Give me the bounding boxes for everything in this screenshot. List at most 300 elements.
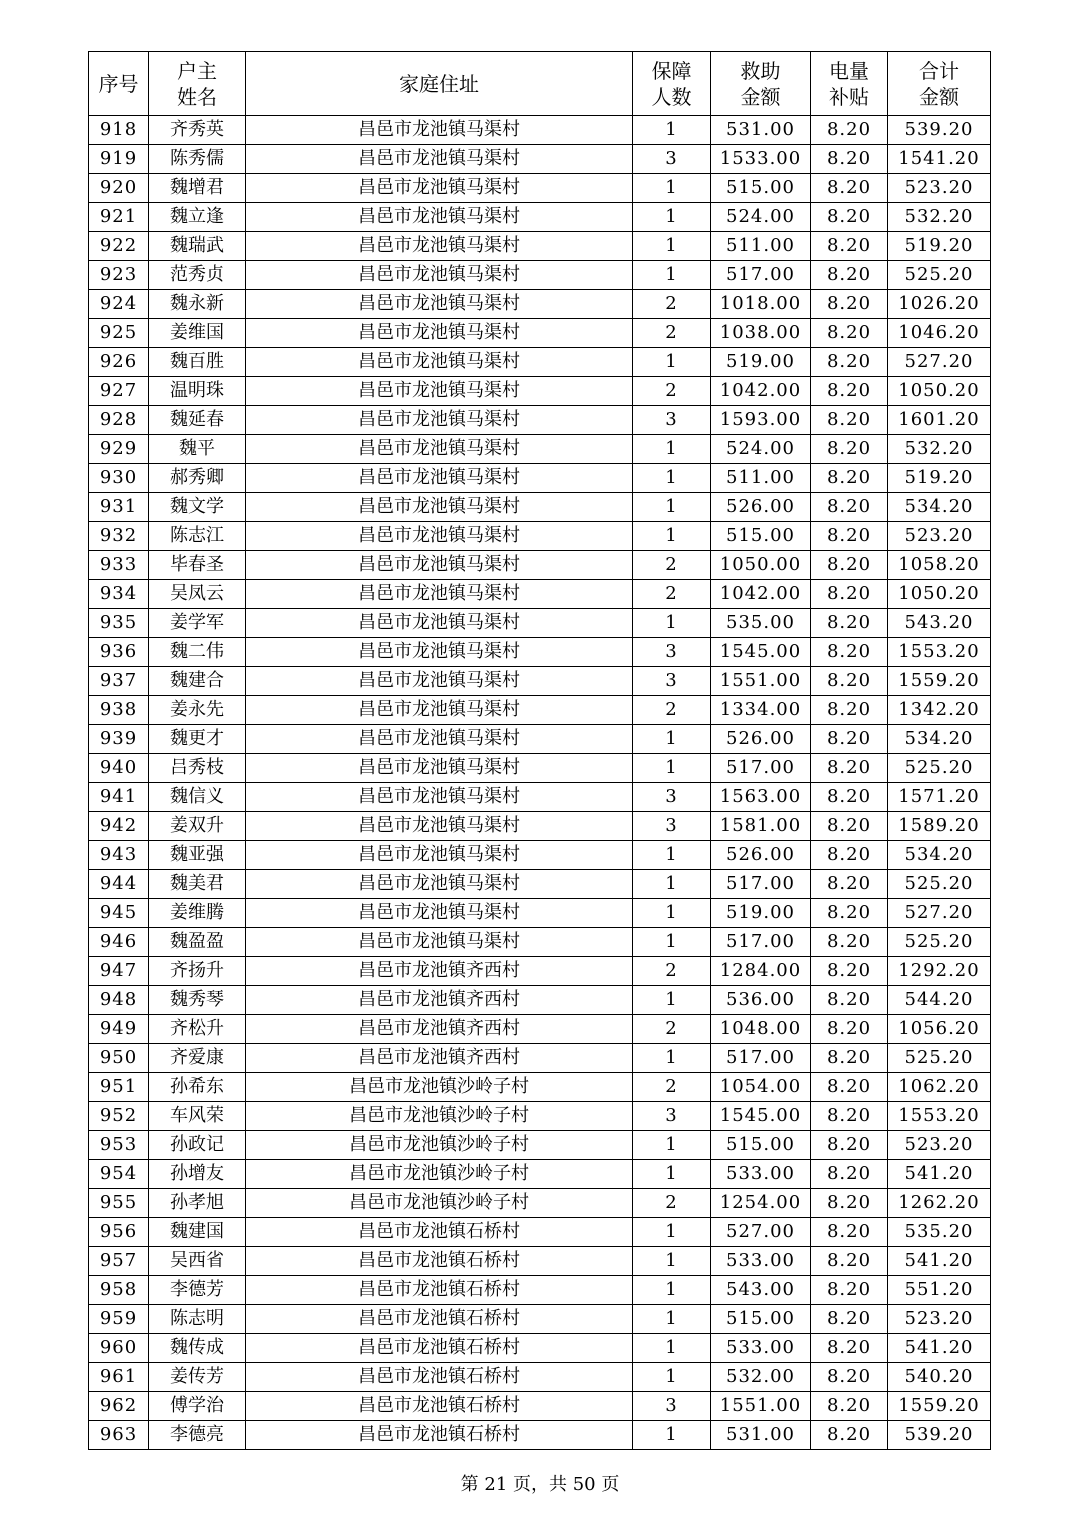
header-aid [711,52,811,116]
cell-address: 昌邑市龙池镇石桥村 [246,1421,633,1450]
cell-seq: 957 [89,1247,149,1276]
cell-aid: 1581.00 [711,812,811,841]
cell-total: 519.20 [888,232,991,261]
cell-seq: 931 [89,493,149,522]
cell-persons: 1 [633,754,711,783]
table-row [89,580,991,609]
cell-seq: 935 [89,609,149,638]
cell-persons: 3 [633,638,711,667]
cell-aid: 531.00 [711,116,811,145]
cell-electric: 8.20 [811,522,888,551]
cell-electric: 8.20 [811,928,888,957]
cell-aid: 1038.00 [711,319,811,348]
cell-electric: 8.20 [811,580,888,609]
cell-electric: 8.20 [811,232,888,261]
cell-name: 姜传芳 [149,1363,246,1392]
cell-electric: 8.20 [811,1218,888,1247]
cell-persons: 3 [633,1392,711,1421]
cell-seq: 925 [89,319,149,348]
table-row [89,261,991,290]
cell-electric: 8.20 [811,1247,888,1276]
cell-total: 1046.20 [888,319,991,348]
cell-address: 昌邑市龙池镇马渠村 [246,551,633,580]
cell-name: 姜维国 [149,319,246,348]
cell-electric: 8.20 [811,1102,888,1131]
cell-persons: 1 [633,1421,711,1450]
cell-electric: 8.20 [811,986,888,1015]
table-row [89,783,991,812]
cell-aid: 517.00 [711,261,811,290]
cell-electric: 8.20 [811,1334,888,1363]
cell-seq: 948 [89,986,149,1015]
cell-persons: 1 [633,116,711,145]
cell-total: 1026.20 [888,290,991,319]
cell-seq: 950 [89,1044,149,1073]
header-persons-line2: 人数 [651,84,692,109]
cell-total: 534.20 [888,493,991,522]
cell-persons: 1 [633,841,711,870]
table-row [89,1160,991,1189]
cell-aid: 517.00 [711,928,811,957]
cell-electric: 8.20 [811,609,888,638]
table-row [89,870,991,899]
cell-seq: 951 [89,1073,149,1102]
cell-seq: 924 [89,290,149,319]
cell-address: 昌邑市龙池镇马渠村 [246,203,633,232]
cell-seq: 930 [89,464,149,493]
table-header-row [89,52,991,116]
cell-electric: 8.20 [811,1305,888,1334]
cell-electric: 8.20 [811,1363,888,1392]
cell-persons: 1 [633,1363,711,1392]
cell-total: 523.20 [888,1305,991,1334]
cell-aid: 511.00 [711,464,811,493]
table-row [89,1189,991,1218]
cell-electric: 8.20 [811,203,888,232]
cell-name: 魏延春 [149,406,246,435]
cell-persons: 1 [633,609,711,638]
cell-address: 昌邑市龙池镇马渠村 [246,174,633,203]
cell-persons: 2 [633,1189,711,1218]
cell-seq: 936 [89,638,149,667]
table-row [89,1247,991,1276]
cell-total: 1050.20 [888,377,991,406]
cell-electric: 8.20 [811,870,888,899]
cell-name: 齐秀英 [149,116,246,145]
cell-seq: 941 [89,783,149,812]
cell-seq: 942 [89,812,149,841]
cell-aid: 1545.00 [711,638,811,667]
cell-aid: 527.00 [711,1218,811,1247]
table-row [89,812,991,841]
cell-address: 昌邑市龙池镇齐西村 [246,1015,633,1044]
cell-address: 昌邑市龙池镇马渠村 [246,928,633,957]
cell-persons: 3 [633,1102,711,1131]
cell-total: 1292.20 [888,957,991,986]
cell-electric: 8.20 [811,1044,888,1073]
cell-seq: 920 [89,174,149,203]
cell-name: 毕春圣 [149,551,246,580]
cell-address: 昌邑市龙池镇马渠村 [246,261,633,290]
cell-total: 532.20 [888,435,991,464]
cell-electric: 8.20 [811,638,888,667]
cell-name: 齐爱康 [149,1044,246,1073]
cell-name: 范秀贞 [149,261,246,290]
header-electric-line2: 补贴 [829,84,869,109]
cell-persons: 3 [633,667,711,696]
header-aid-line2: 金额 [740,84,781,109]
cell-name: 孙希东 [149,1073,246,1102]
cell-persons: 1 [633,435,711,464]
table-row [89,116,991,145]
cell-electric: 8.20 [811,319,888,348]
cell-aid: 535.00 [711,609,811,638]
cell-address: 昌邑市龙池镇沙岭子村 [246,1131,633,1160]
cell-total: 1559.20 [888,1392,991,1421]
cell-total: 523.20 [888,1131,991,1160]
cell-name: 魏百胜 [149,348,246,377]
cell-name: 魏盈盈 [149,928,246,957]
cell-aid: 533.00 [711,1247,811,1276]
cell-electric: 8.20 [811,696,888,725]
cell-aid: 536.00 [711,986,811,1015]
cell-persons: 1 [633,725,711,754]
cell-electric: 8.20 [811,551,888,580]
cell-address: 昌邑市龙池镇马渠村 [246,870,633,899]
cell-total: 539.20 [888,116,991,145]
header-aid-line1: 救助 [740,58,781,83]
cell-total: 1553.20 [888,638,991,667]
cell-name: 魏更才 [149,725,246,754]
cell-seq: 954 [89,1160,149,1189]
cell-address: 昌邑市龙池镇马渠村 [246,696,633,725]
cell-seq: 949 [89,1015,149,1044]
table-row [89,754,991,783]
cell-total: 1262.20 [888,1189,991,1218]
cell-persons: 1 [633,1305,711,1334]
header-name-line1: 户主 [177,58,217,83]
cell-aid: 511.00 [711,232,811,261]
cell-aid: 515.00 [711,174,811,203]
cell-total: 534.20 [888,725,991,754]
cell-electric: 8.20 [811,435,888,464]
cell-electric: 8.20 [811,1189,888,1218]
cell-name: 魏瑞武 [149,232,246,261]
table-row [89,667,991,696]
cell-seq: 958 [89,1276,149,1305]
cell-persons: 1 [633,1247,711,1276]
cell-aid: 1054.00 [711,1073,811,1102]
cell-persons: 1 [633,1334,711,1363]
cell-total: 1601.20 [888,406,991,435]
cell-total: 1541.20 [888,145,991,174]
cell-seq: 961 [89,1363,149,1392]
cell-electric: 8.20 [811,290,888,319]
cell-electric: 8.20 [811,783,888,812]
table-row [89,638,991,667]
cell-electric: 8.20 [811,841,888,870]
cell-seq: 921 [89,203,149,232]
cell-seq: 927 [89,377,149,406]
cell-aid: 1254.00 [711,1189,811,1218]
cell-address: 昌邑市龙池镇齐西村 [246,986,633,1015]
table-row [89,464,991,493]
table-row [89,435,991,464]
cell-address: 昌邑市龙池镇沙岭子村 [246,1102,633,1131]
cell-aid: 526.00 [711,493,811,522]
header-total-line1: 合计 [919,58,959,83]
cell-seq: 940 [89,754,149,783]
cell-total: 543.20 [888,609,991,638]
cell-total: 534.20 [888,841,991,870]
table-row [89,174,991,203]
cell-aid: 543.00 [711,1276,811,1305]
page-footer: 第 21 页，共 50 页 [460,1474,620,1495]
cell-address: 昌邑市龙池镇马渠村 [246,522,633,551]
cell-aid: 524.00 [711,203,811,232]
cell-electric: 8.20 [811,1160,888,1189]
cell-electric: 8.20 [811,754,888,783]
cell-aid: 533.00 [711,1334,811,1363]
cell-total: 541.20 [888,1334,991,1363]
cell-name: 魏传成 [149,1334,246,1363]
cell-aid: 526.00 [711,725,811,754]
cell-address: 昌邑市龙池镇马渠村 [246,435,633,464]
cell-seq: 926 [89,348,149,377]
header-total [888,52,991,116]
cell-electric: 8.20 [811,812,888,841]
cell-electric: 8.20 [811,667,888,696]
table-row [89,319,991,348]
cell-name: 温明珠 [149,377,246,406]
cell-name: 傅学治 [149,1392,246,1421]
cell-total: 1571.20 [888,783,991,812]
cell-persons: 2 [633,319,711,348]
cell-name: 吴西省 [149,1247,246,1276]
cell-name: 魏立逢 [149,203,246,232]
table-row [89,841,991,870]
cell-electric: 8.20 [811,725,888,754]
cell-electric: 8.20 [811,493,888,522]
cell-persons: 1 [633,203,711,232]
cell-seq: 945 [89,899,149,928]
cell-aid: 1048.00 [711,1015,811,1044]
cell-name: 姜维腾 [149,899,246,928]
cell-seq: 918 [89,116,149,145]
cell-seq: 947 [89,957,149,986]
cell-persons: 1 [633,899,711,928]
cell-aid: 1050.00 [711,551,811,580]
cell-aid: 533.00 [711,1160,811,1189]
cell-name: 陈秀儒 [149,145,246,174]
cell-seq: 928 [89,406,149,435]
cell-aid: 1042.00 [711,580,811,609]
cell-electric: 8.20 [811,1421,888,1450]
cell-address: 昌邑市龙池镇石桥村 [246,1218,633,1247]
cell-aid: 519.00 [711,348,811,377]
cell-total: 525.20 [888,1044,991,1073]
cell-name: 车风荣 [149,1102,246,1131]
cell-name: 魏永新 [149,290,246,319]
cell-total: 527.20 [888,348,991,377]
cell-persons: 2 [633,696,711,725]
cell-total: 1050.20 [888,580,991,609]
header-electric [811,52,888,116]
cell-total: 525.20 [888,754,991,783]
cell-aid: 519.00 [711,899,811,928]
cell-seq: 956 [89,1218,149,1247]
cell-persons: 2 [633,1015,711,1044]
cell-address: 昌邑市龙池镇马渠村 [246,145,633,174]
cell-address: 昌邑市龙池镇沙岭子村 [246,1160,633,1189]
cell-electric: 8.20 [811,116,888,145]
cell-electric: 8.20 [811,406,888,435]
cell-address: 昌邑市龙池镇沙岭子村 [246,1073,633,1102]
table-row [89,1334,991,1363]
cell-total: 1589.20 [888,812,991,841]
cell-name: 姜学军 [149,609,246,638]
cell-aid: 517.00 [711,754,811,783]
cell-total: 1342.20 [888,696,991,725]
cell-address: 昌邑市龙池镇马渠村 [246,116,633,145]
table-row [89,1305,991,1334]
cell-address: 昌邑市龙池镇石桥村 [246,1276,633,1305]
cell-total: 525.20 [888,870,991,899]
header-total-line2: 金额 [919,84,959,109]
cell-persons: 1 [633,464,711,493]
header-persons [633,52,711,116]
cell-total: 551.20 [888,1276,991,1305]
cell-seq: 932 [89,522,149,551]
cell-electric: 8.20 [811,1073,888,1102]
cell-total: 525.20 [888,261,991,290]
cell-persons: 1 [633,1218,711,1247]
cell-name: 魏美君 [149,870,246,899]
cell-persons: 2 [633,377,711,406]
cell-name: 齐扬升 [149,957,246,986]
cell-total: 1553.20 [888,1102,991,1131]
cell-total: 1559.20 [888,667,991,696]
cell-persons: 1 [633,261,711,290]
cell-seq: 919 [89,145,149,174]
cell-name: 孙增友 [149,1160,246,1189]
cell-address: 昌邑市龙池镇石桥村 [246,1305,633,1334]
cell-seq: 962 [89,1392,149,1421]
cell-persons: 1 [633,870,711,899]
cell-name: 吕秀枝 [149,754,246,783]
cell-electric: 8.20 [811,261,888,290]
table-row [89,522,991,551]
table-row [89,1392,991,1421]
cell-seq: 937 [89,667,149,696]
cell-persons: 1 [633,986,711,1015]
cell-persons: 1 [633,522,711,551]
cell-electric: 8.20 [811,1131,888,1160]
cell-address: 昌邑市龙池镇马渠村 [246,754,633,783]
cell-persons: 1 [633,1160,711,1189]
table-row [89,1276,991,1305]
table-row [89,609,991,638]
cell-name: 魏建国 [149,1218,246,1247]
cell-name: 魏亚强 [149,841,246,870]
cell-address: 昌邑市龙池镇齐西村 [246,957,633,986]
cell-total: 540.20 [888,1363,991,1392]
cell-address: 昌邑市龙池镇石桥村 [246,1334,633,1363]
cell-seq: 929 [89,435,149,464]
cell-address: 昌邑市龙池镇石桥村 [246,1392,633,1421]
cell-persons: 3 [633,812,711,841]
cell-electric: 8.20 [811,1276,888,1305]
cell-address: 昌邑市龙池镇石桥村 [246,1363,633,1392]
cell-seq: 960 [89,1334,149,1363]
cell-aid: 531.00 [711,1421,811,1450]
table-row [89,957,991,986]
table-row [89,725,991,754]
cell-address: 昌邑市龙池镇马渠村 [246,841,633,870]
cell-seq: 933 [89,551,149,580]
cell-aid: 1545.00 [711,1102,811,1131]
cell-electric: 8.20 [811,377,888,406]
cell-persons: 2 [633,1073,711,1102]
cell-total: 527.20 [888,899,991,928]
cell-total: 523.20 [888,522,991,551]
table-row [89,406,991,435]
cell-total: 532.20 [888,203,991,232]
cell-address: 昌邑市龙池镇马渠村 [246,377,633,406]
cell-seq: 934 [89,580,149,609]
table-row [89,1218,991,1247]
header-electric-line1: 电量 [829,58,869,83]
cell-name: 李德亮 [149,1421,246,1450]
table-row [89,348,991,377]
cell-total: 541.20 [888,1247,991,1276]
cell-name: 魏秀琴 [149,986,246,1015]
cell-seq: 938 [89,696,149,725]
cell-seq: 944 [89,870,149,899]
cell-address: 昌邑市龙池镇马渠村 [246,580,633,609]
cell-total: 1058.20 [888,551,991,580]
cell-persons: 1 [633,174,711,203]
cell-aid: 1018.00 [711,290,811,319]
cell-persons: 1 [633,493,711,522]
cell-name: 姜双升 [149,812,246,841]
table-row [89,899,991,928]
cell-total: 544.20 [888,986,991,1015]
header-name [149,52,246,116]
table-row [89,928,991,957]
cell-seq: 963 [89,1421,149,1450]
cell-address: 昌邑市龙池镇马渠村 [246,667,633,696]
cell-name: 姜永先 [149,696,246,725]
cell-name: 孙孝旭 [149,1189,246,1218]
cell-address: 昌邑市龙池镇马渠村 [246,783,633,812]
cell-seq: 923 [89,261,149,290]
cell-seq: 955 [89,1189,149,1218]
cell-electric: 8.20 [811,174,888,203]
cell-persons: 1 [633,1044,711,1073]
cell-electric: 8.20 [811,464,888,493]
cell-total: 535.20 [888,1218,991,1247]
table-row [89,1363,991,1392]
cell-name: 魏信义 [149,783,246,812]
cell-electric: 8.20 [811,1015,888,1044]
cell-seq: 952 [89,1102,149,1131]
cell-name: 齐松升 [149,1015,246,1044]
table-row [89,1131,991,1160]
cell-aid: 517.00 [711,1044,811,1073]
cell-address: 昌邑市龙池镇马渠村 [246,406,633,435]
cell-persons: 2 [633,551,711,580]
